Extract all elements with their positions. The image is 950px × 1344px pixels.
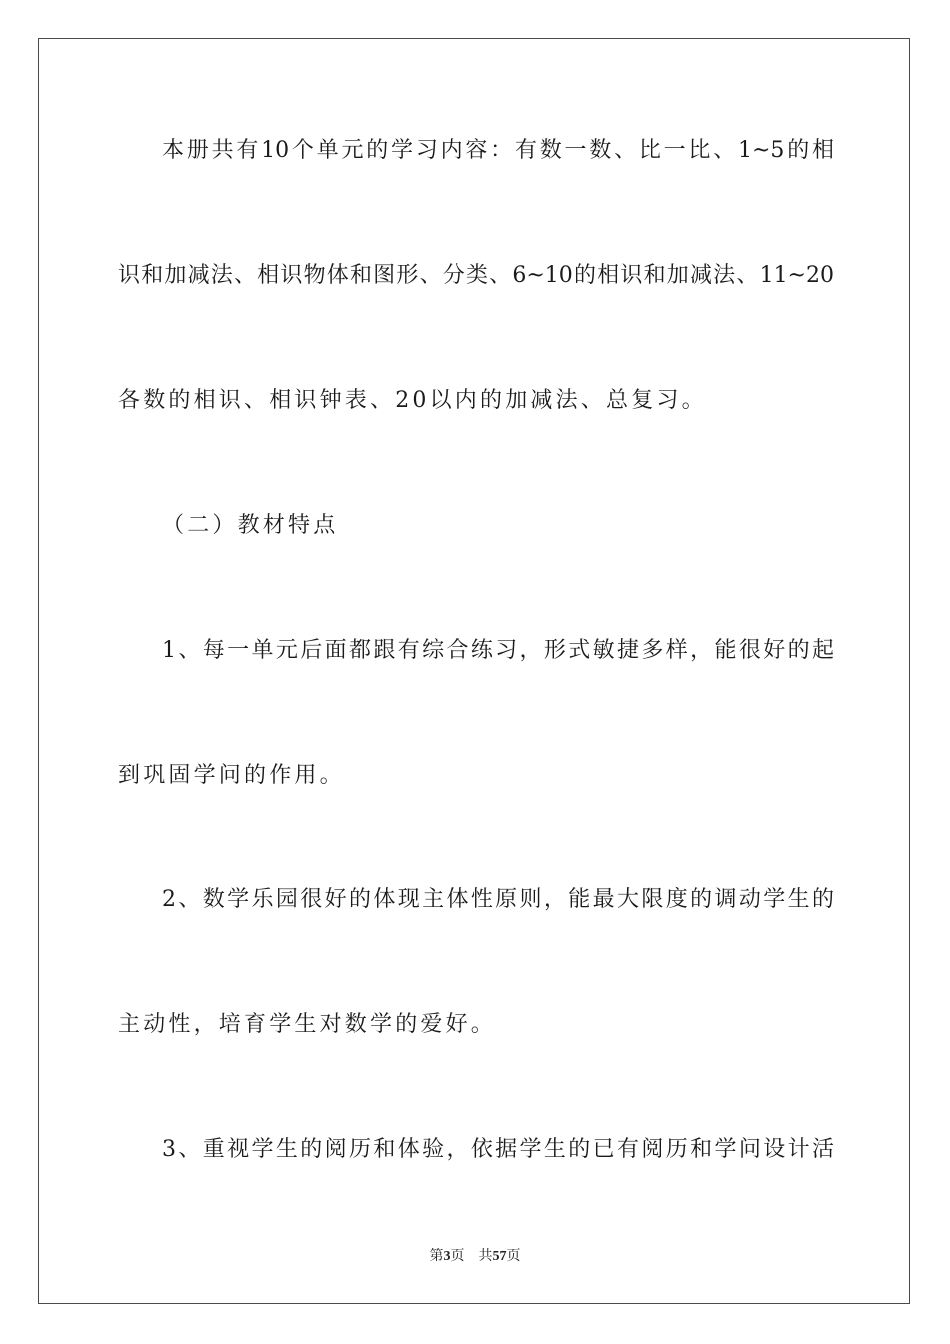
footer-page-suffix: 页 — [450, 1248, 465, 1264]
footer-page-prefix: 第 — [429, 1248, 444, 1264]
section-heading: （二）教材特点 — [162, 513, 339, 538]
footer-total-pages: 57 — [492, 1249, 507, 1264]
paragraph-line-1: 本册共有10个单元的学习内容：有数一数、比一比、1~5的相 — [162, 138, 834, 163]
paragraph-line-8: 主动性，培育学生对数学的爱好。 — [118, 1012, 497, 1037]
paragraph-line-9: 3、重视学生的阅历和体验，依据学生的已有阅历和学问设计活 — [162, 1137, 834, 1162]
paragraph-line-2: 识和加减法、相识物体和图形、分类、6~10的相识和加减法、11~20 — [118, 263, 834, 288]
paragraph-line-6: 到巩固学问的作用。 — [118, 763, 345, 788]
page-footer — [0, 1246, 950, 1267]
paragraph-line-3: 各数的相识、相识钟表、20以内的加减法、总复习。 — [118, 388, 707, 413]
page-border — [38, 38, 910, 1304]
paragraph-line-7: 2、数学乐园很好的体现主体性原则，能最大限度的调动学生的 — [162, 887, 834, 912]
footer-page-number: 3 — [443, 1249, 451, 1264]
paragraph-line-5: 1、每一单元后面都跟有综合练习，形式敏捷多样，能很好的起 — [162, 638, 834, 663]
footer-total-suffix: 页 — [506, 1248, 521, 1264]
footer-total-prefix: 共 — [478, 1248, 493, 1264]
